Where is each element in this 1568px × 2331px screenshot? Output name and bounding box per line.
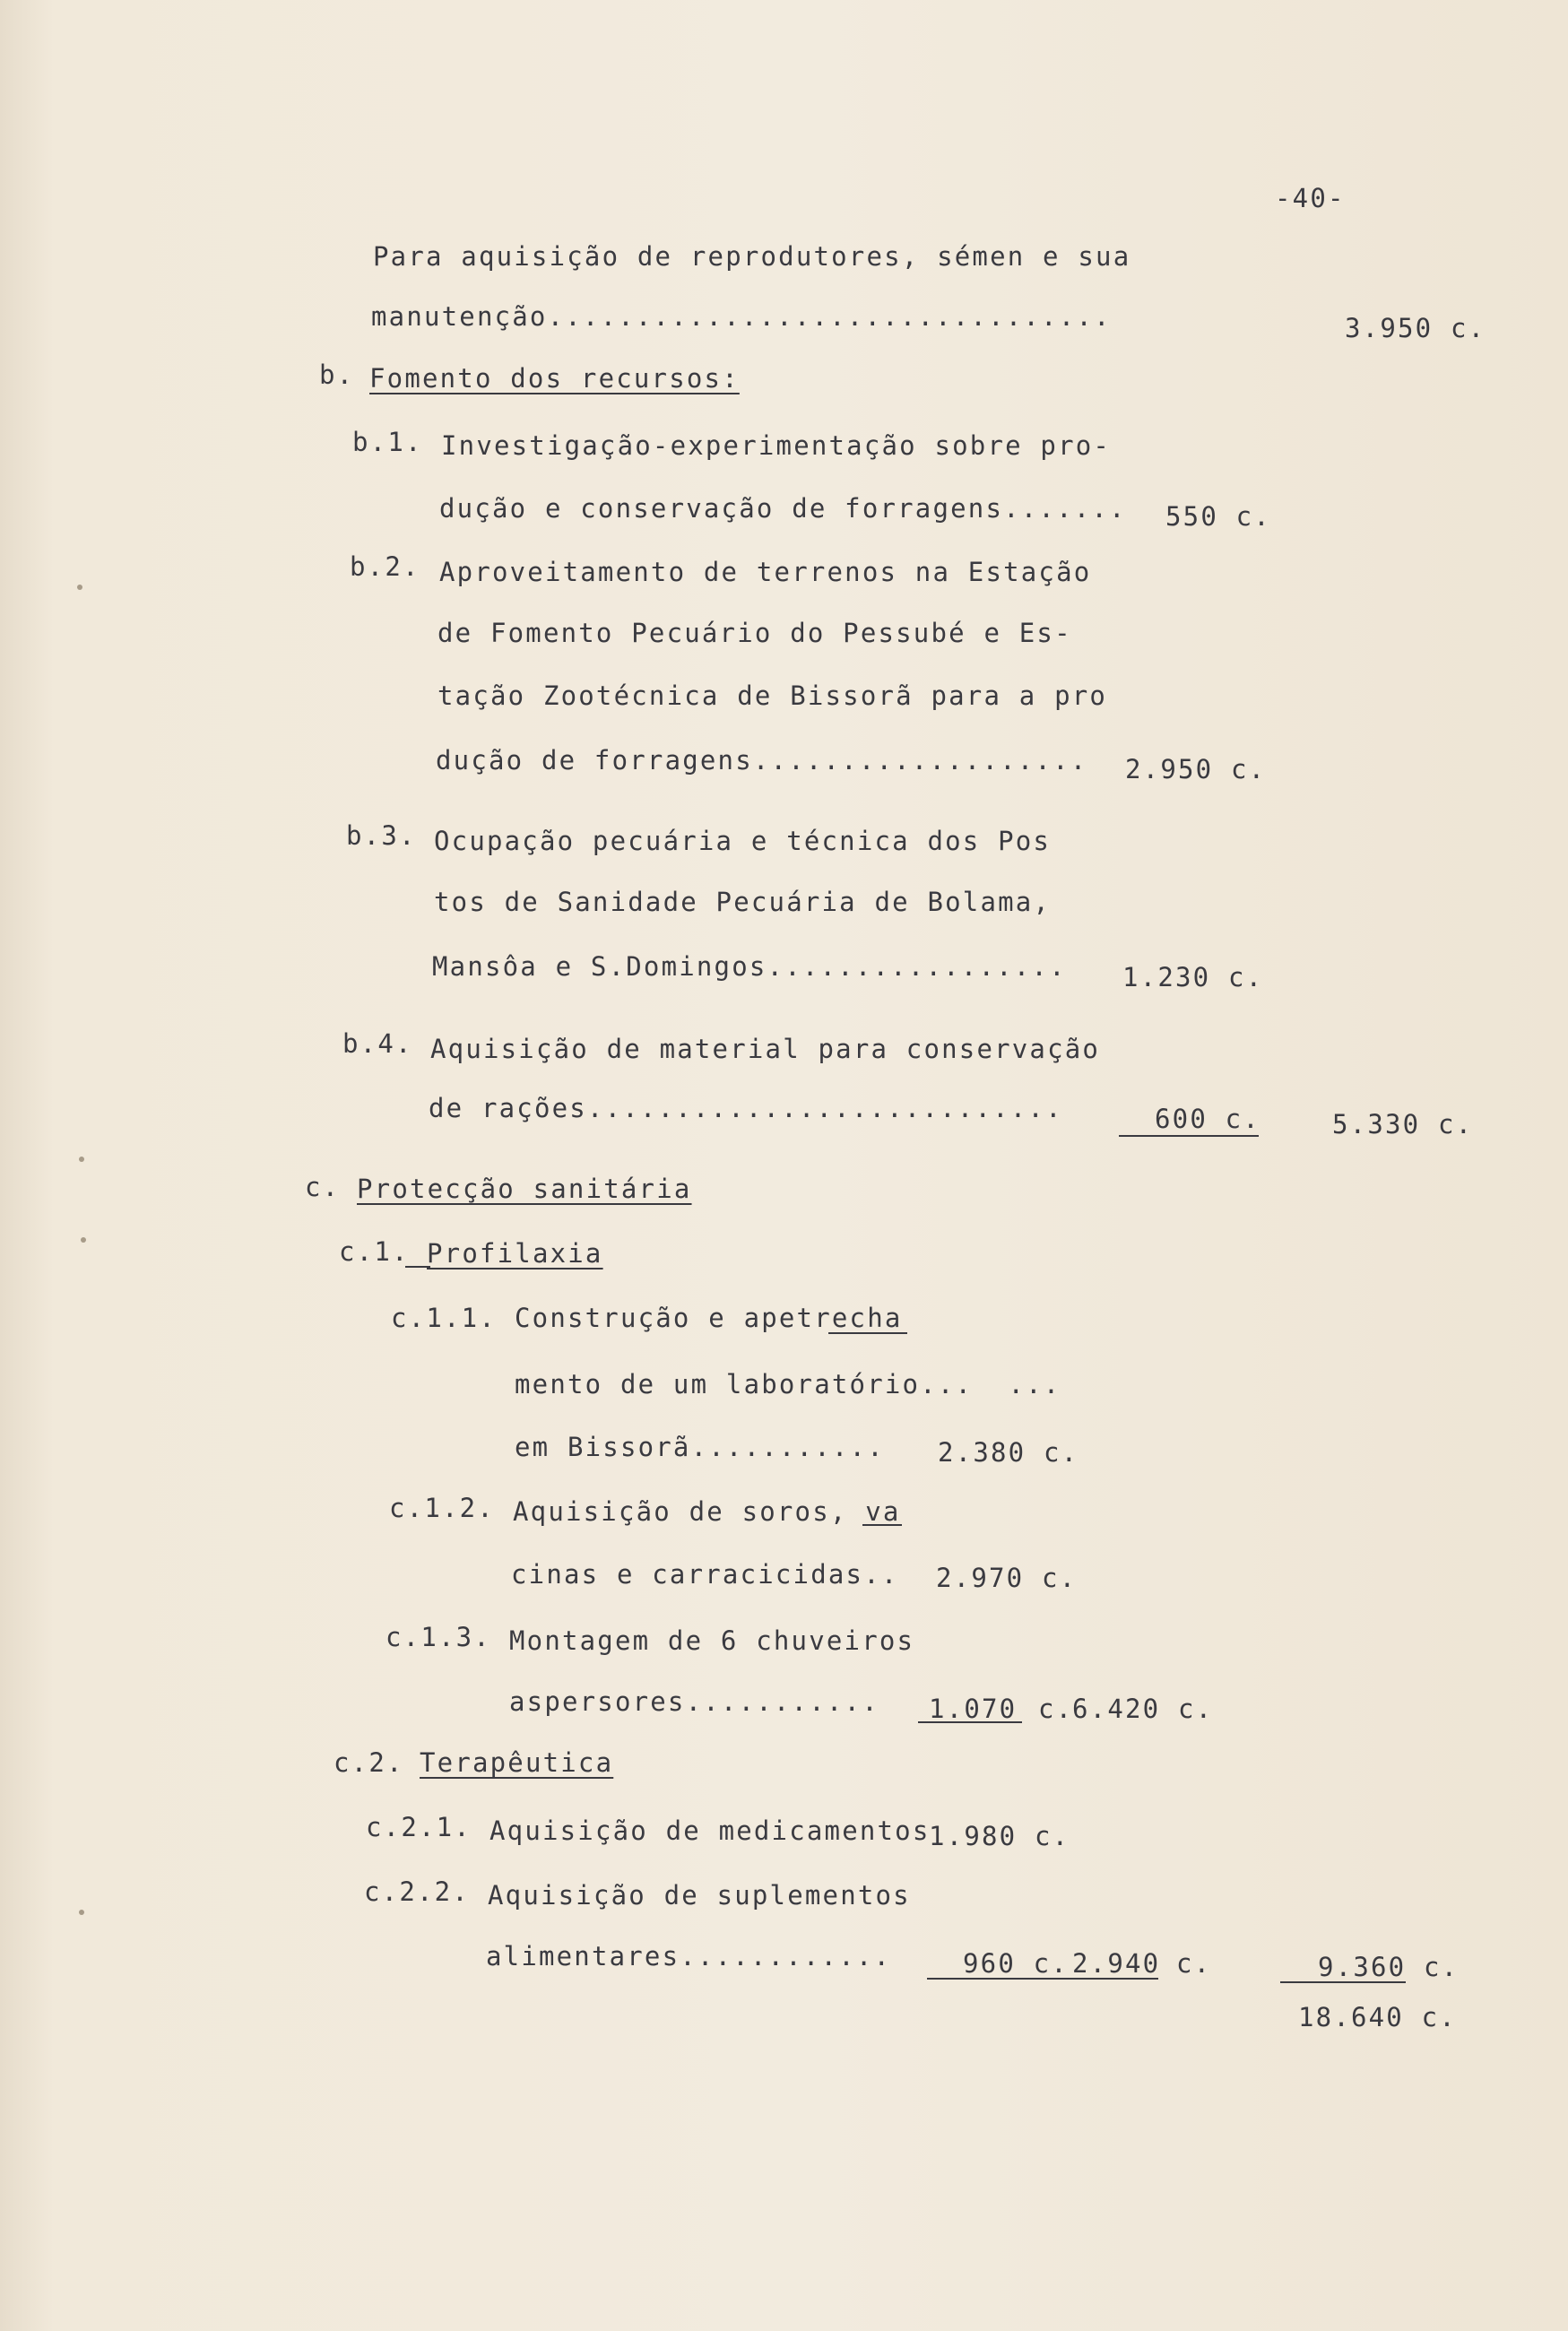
c1-subtotal: 6.420 c. [1072, 1694, 1214, 1724]
item-c12-line-2: cinas e carracicidas.. [511, 1559, 899, 1590]
item-c11-line-1-underline [828, 1332, 907, 1334]
section-c-prefix: c. [305, 1172, 341, 1202]
item-b3-number: b.3. [346, 820, 417, 851]
item-b4-amount: 600 c. [1155, 1104, 1260, 1134]
item-b4-amount-underline [1119, 1135, 1259, 1137]
item-c22-number: c.2.2. [364, 1876, 470, 1907]
item-b2-amount: 2.950 c. [1125, 754, 1267, 784]
item-b3-line-2: tos de Sanidade Pecuária de Bolama, [434, 887, 1052, 917]
page-number: -40- [1275, 183, 1346, 213]
item-b3-line-1: Ocupação pecuária e técnica dos Pos [434, 826, 1052, 856]
item-b4-line-1: Aquisição de material para conservação [430, 1034, 1101, 1064]
item-c22-amount: 960 c. [963, 1948, 1069, 1979]
c2-number: c.2. [334, 1747, 404, 1778]
item-c22-line-2: alimentares............ [486, 1941, 892, 1971]
section-b-heading: Fomento dos recursos: [369, 363, 740, 394]
item-c13-amount-underline [918, 1721, 1022, 1723]
section-c-heading: Protecção sanitária [357, 1174, 692, 1204]
section-c-total-suffix: c. [1424, 1952, 1460, 1982]
item-c21-line-1: Aquisição de medicamentos [489, 1815, 931, 1846]
item-b4-number: b.4. [342, 1028, 413, 1059]
item-b1-line-1: Investigação-experimentação sobre pro- [441, 430, 1112, 461]
item-b1-amount: 550 c. [1165, 501, 1271, 532]
item-c21-amount: 1.980 c. [929, 1821, 1070, 1851]
item-b3-amount: 1.230 c. [1122, 962, 1264, 992]
item-c12-amount: 2.970 c. [936, 1563, 1078, 1593]
item-b1-number: b.1. [352, 427, 423, 457]
item-b2-number: b.2. [350, 551, 420, 582]
paper-speck [79, 1910, 84, 1915]
item-c21-number: c.2.1. [366, 1812, 472, 1842]
c1-heading: Profilaxia [427, 1238, 603, 1269]
section-c-total: 9.360 [1318, 1952, 1407, 1982]
item-c12-number: c.1.2. [389, 1493, 495, 1523]
item-c11-number: c.1.1. [391, 1303, 497, 1333]
c2-subtotal: 2.940 [1072, 1948, 1161, 1979]
item-c11-line-1: Construção e apetrecha [515, 1303, 903, 1333]
c1-heading-underline-lead [405, 1266, 430, 1268]
grand-total: 18.640 c. [1298, 2002, 1457, 2032]
paper-speck [81, 1237, 86, 1243]
intro-line-1: Para aquisição de reprodutores, sémen e sua [373, 241, 1131, 272]
paper-speck [79, 1157, 84, 1162]
c1-number: c.1. [339, 1236, 410, 1267]
section-b-prefix: b. [319, 360, 355, 390]
item-b2-line-2: de Fomento Pecuário do Pessubé e Es- [437, 618, 1072, 648]
c2-subtotal-suffix: c. [1176, 1948, 1212, 1979]
item-b1-line-2: dução e conservação de forragens....... [439, 493, 1127, 524]
item-c13-line-1: Montagem de 6 chuveiros [509, 1625, 915, 1656]
item-b2-line-3: tação Zootécnica de Bissorã para a pro [437, 680, 1108, 711]
item-b2-line-1: Aproveitamento de terrenos na Estação [439, 557, 1092, 587]
item-c13-amount: 1.070 [929, 1694, 1018, 1724]
item-c13-line-2: aspersores........... [509, 1686, 879, 1717]
item-b3-line-3: Mansôa e S.Domingos................. [432, 951, 1067, 982]
paper-speck [77, 585, 82, 590]
item-b4-line-2: de rações........................... [429, 1093, 1063, 1123]
item-c11-line-2: mento de um laboratório... ... [515, 1369, 1061, 1399]
item-c11-line-3: em Bissorã........... [515, 1432, 885, 1462]
item-c13-amount-suffix: c. [1038, 1694, 1074, 1724]
section-b-total: 5.330 c. [1332, 1109, 1474, 1140]
item-c22-line-1: Aquisição de suplementos [488, 1880, 911, 1911]
section-c-total-underline [1280, 1981, 1406, 1983]
intro-total: 3.950 c. [1345, 313, 1486, 343]
item-c12-line-1-underline [862, 1524, 902, 1526]
item-c12-line-1: Aquisição de soros, va [513, 1496, 901, 1527]
intro-line-2: manutenção................................ [371, 301, 1112, 332]
item-c13-number: c.1.3. [386, 1622, 491, 1652]
item-c11-amount: 2.380 c. [938, 1437, 1079, 1468]
c2-heading: Terapêutica [420, 1747, 614, 1778]
item-b2-line-4: dução de forragens................... [436, 745, 1088, 776]
